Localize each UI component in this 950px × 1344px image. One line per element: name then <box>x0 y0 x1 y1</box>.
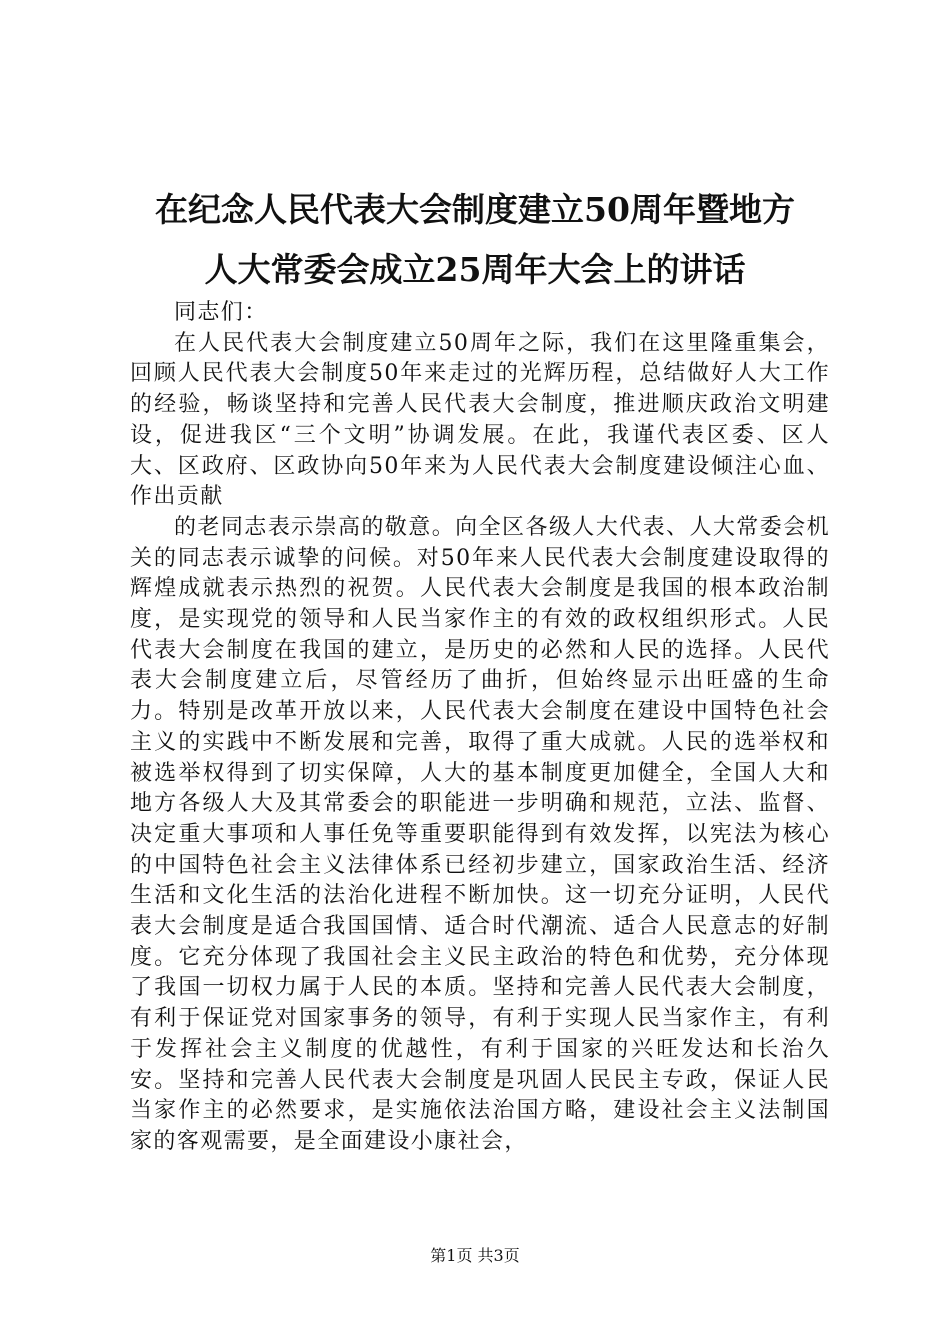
salutation: 同志们： <box>174 300 268 325</box>
document-title-line-1: 在纪念人民代表大会制度建立50周年暨地方 <box>155 190 795 229</box>
document-body <box>130 298 830 1158</box>
page-footer: 第1页 共3页 <box>430 1246 520 1265</box>
paragraph-2: 的老同志表示崇高的敬意。向全区各级人大代表、人大常委会机关的同志表示诚挚的问候。对50年来人民代表大会制度建设取得的辉煌成就表示热烈的祝贺。人民代表大会制度是我国的根本政治制度，是实现党的领导和人民当家作主的有效的政权组织形式。人民代表大会制度在我国的建立，是历史的必然和人民的选择。人民代表大会制度建立后，尽管经历了曲折，但始终显示出旺盛的生命力。特别是改革开放以来，人民代表大会制度在建设中国特色社会主义的实践中不断发展和完善，取得了重大成就。人民的选举权和被选举权得到了切实保障，人大的基本制度更加健全，全国人大和地方各级人大及其常委会的职能进一步明确和规范，立法、监督、决定重大事项和人事任免等重要职能得到有效发挥，以宪法为核心的中国特色社会主义法律体系已经初步建立，国家政治生活、经济生活和文化生活的法治化进程不断加快。这一切充分证明，人民代表大会制度是适合我国国情、适合时代潮流、适合人民意志的好制度。它充分体现了我国社会主义民主政治的特色和优势，充分体现了我国一切权力属于人民的本质。坚持和完善人民代表大会制度，有利于保证党对国家事务的领导，有利于实现人民当家作主，有利于发挥社会主义制度的优越性，有利于国家的兴旺发达和长治久安。坚持和完善人民代表大会制度是巩固人民民主专政，保证人民当家作主的必然要求，是实施依法治国方略，建设社会主义法制国家的客观需要，是全面建设小康社会， <box>130 514 830 1154</box>
paragraph-1: 在人民代表大会制度建立50周年之际，我们在这里隆重集会，回顾人民代表大会制度50年来走过的光辉历程，总结做好人大工作的经验，畅谈坚持和完善人民代表大会制度，推进顺庆政治文明建设，促进我区“三个文明”协调发展。在此，我谨代表区委、区人大、区政府、区政协向50年来为人民代表大会制度建设倾注心血、作出贡献 <box>130 330 830 510</box>
document-title-line-2: 人大常委会成立25周年大会上的讲话 <box>204 250 746 289</box>
